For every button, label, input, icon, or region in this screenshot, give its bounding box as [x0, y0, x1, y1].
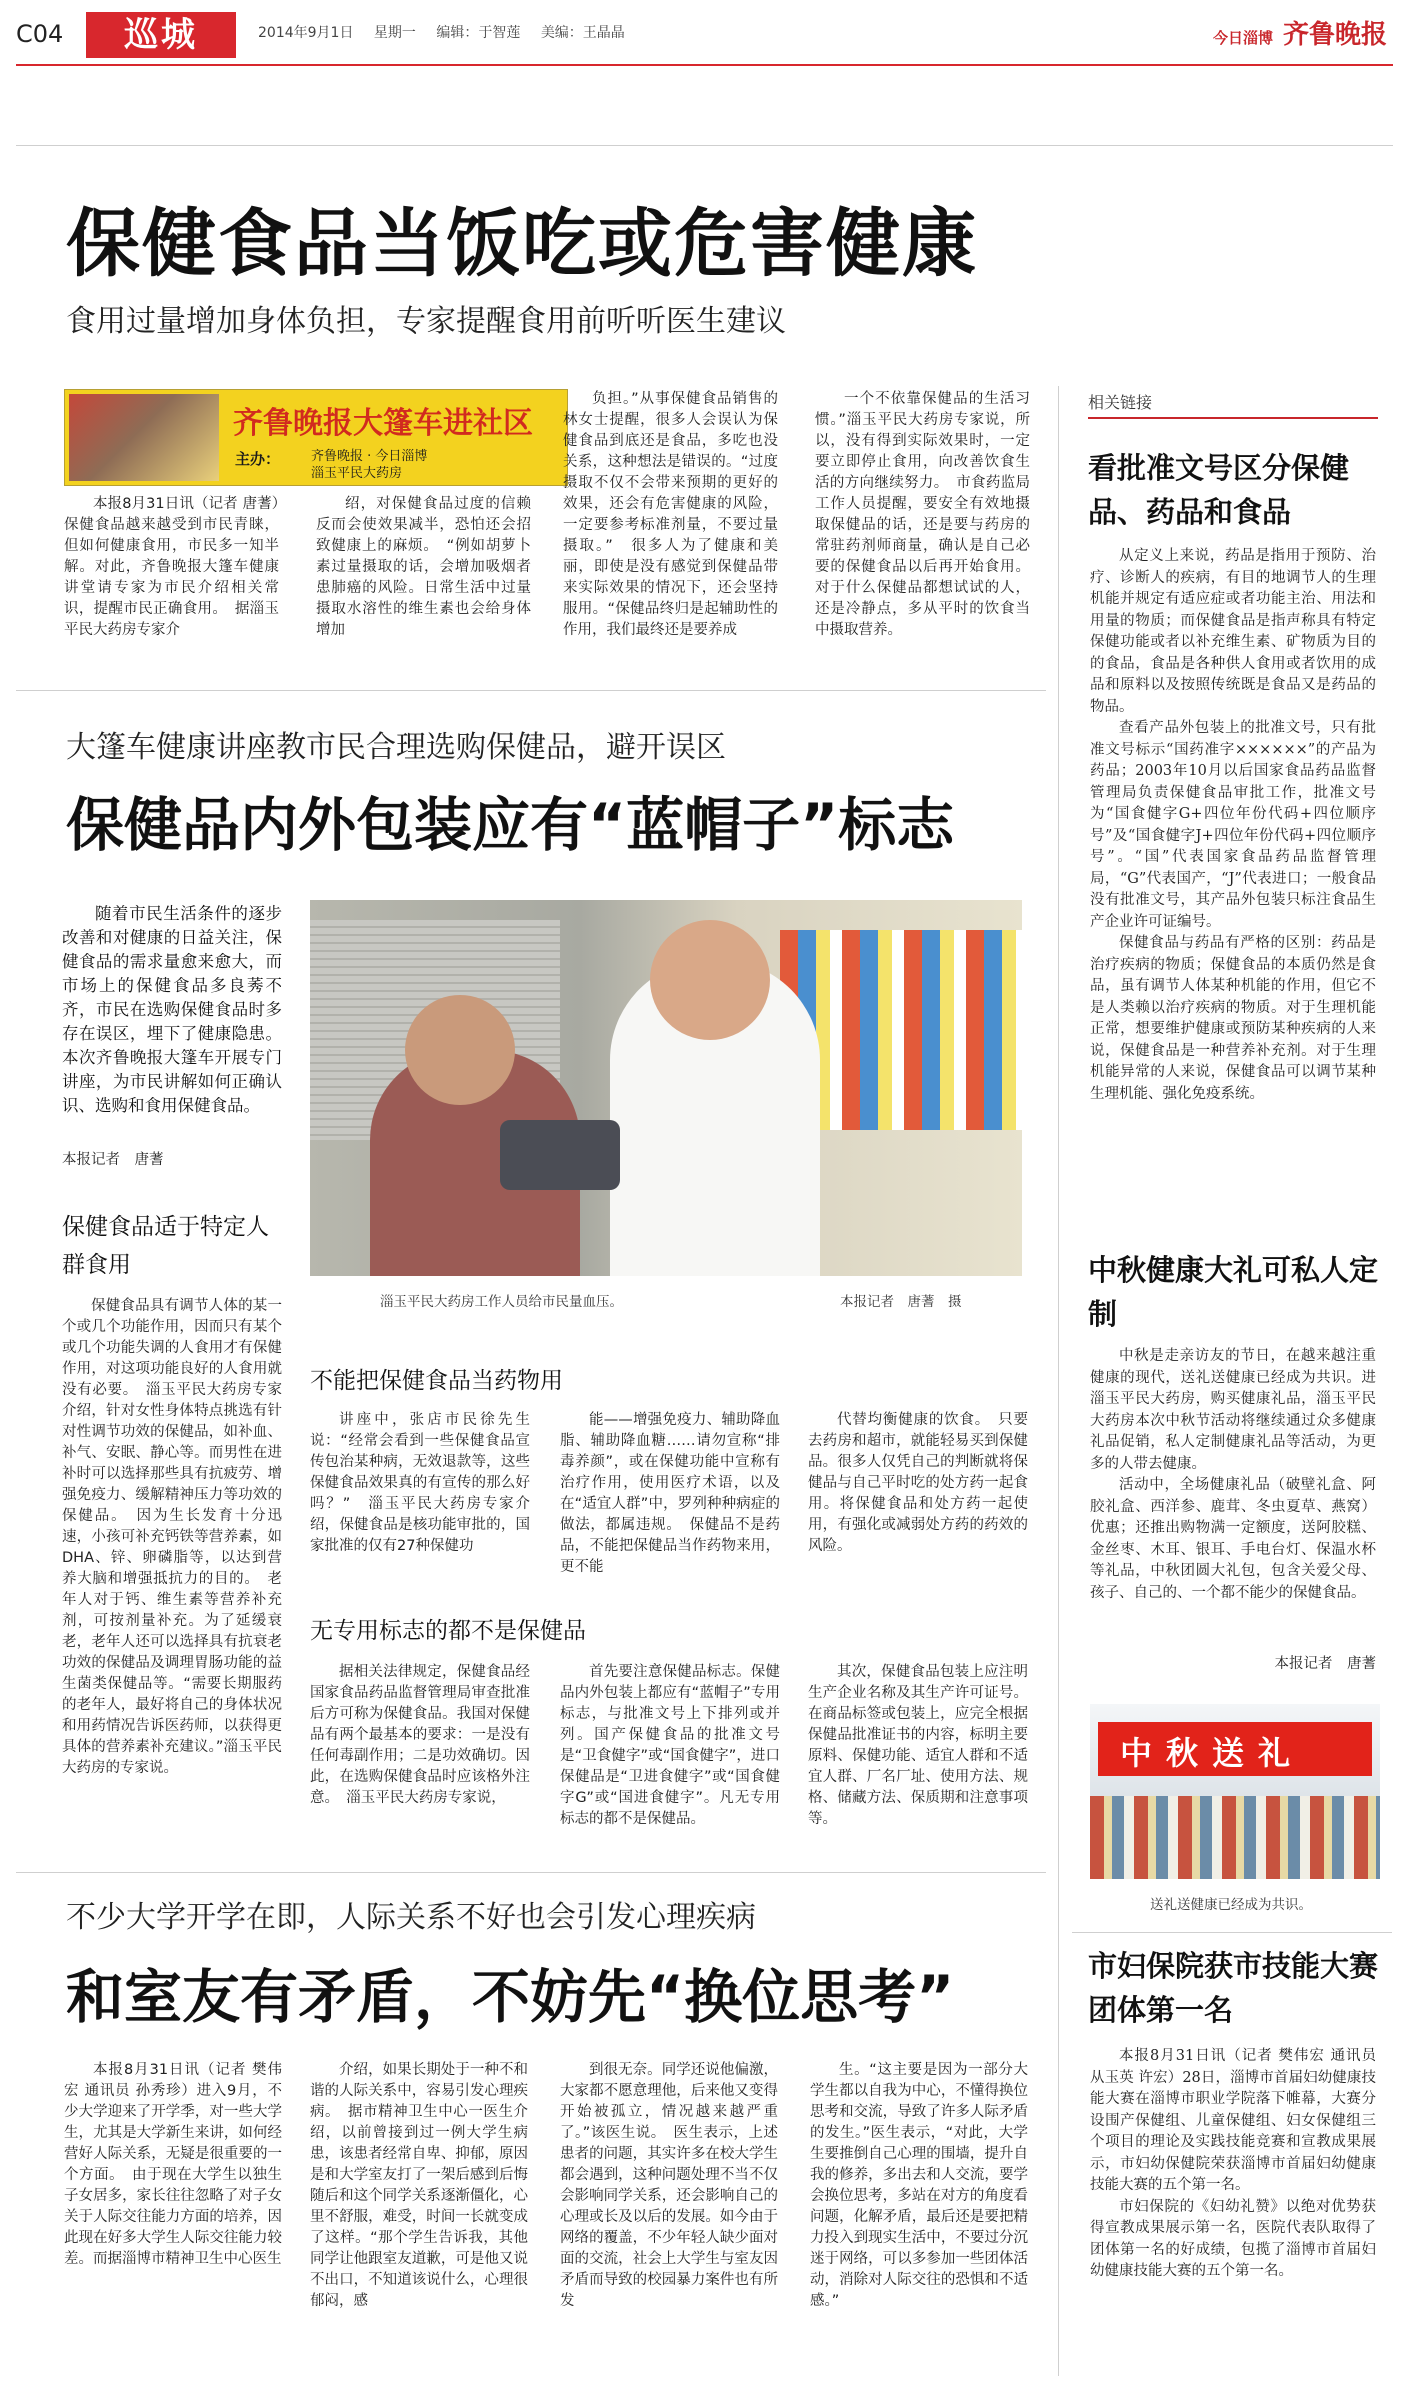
banner-organizers [311, 448, 427, 482]
headline-2: 保健品内外包装应有“蓝帽子”标志 [66, 791, 955, 859]
subheadline-1: 食用过量增加身体负担，专家提醒食用前听听医生建议 [66, 304, 786, 339]
article2-sub3-col-2: 首先要注意保健品标志。保健品内外包装上都应有“蓝帽子”专用标志，与批准文号上下排列或并列。国产保健食品的批准文号是“卫食健字”或“国食健字”，进口保健品是“卫进食健字”或“国食健字G”或“国进食健字”。凡无专用标志的都不是保健品。 [560, 1664, 780, 1827]
article1-column-2: 绍，对保健食品过度的信赖反而会使效果减半，恐怕还会招致健康上的麻烦。 “例如胡萝卜素过量摄取的话，会增加吸烟者患肺癌的风险。日常生活中过量摄取水溶性的维生素也会给身体增加 [316, 496, 531, 638]
sidebar-paragraph: 从定义上来说，药品是指用于预防、治疗、诊断人的疾病，有目的地调节人的生理机能并规定有适应症或者功能主治、用法和用量的物质；而保健食品是指声称具有特定保健功能或者以补充维生素、矿物质为目的的食品，食品是各种供人食用或者饮用的成品和原料以及按照传统既是食品又是药品的物品。 [1090, 548, 1376, 715]
article2-column-a: 保健食品具有调节人体的某一个或几个功能作用，因而只有某个或几个功能失调的人食用才有保健作用，对这项功能良好的人食用就没有必要。 淄玉平民大药房专家介绍，针对女性身体特点挑选有针对性调节功效的保健品，如补血、补气、安眠、静心等。而男性在进补时可以选择那些具有抗疲劳、增强免疫力、缓解精神压力等功效的保健品。 因为生长发育十分迅速，小孩可补充钙铁等营养素，如DHA、锌、卵磷脂等，以达到营养大脑和增强抵抗力的目的。 老年人对于钙、维生素等营养补充剂，可按剂量补充。为了延缓衰老，老年人还可以选择具有抗衰老功效的保健品及调理胃肠功能的益生菌类保健品等。“需要长期服药的老年人，最好将自己的身体状况和用药情况告诉医药师，以获得更具体的营养素补充建议。”淄玉平民大药房的专家说。 [62, 1298, 282, 1776]
sidebar-paragraph: 活动中，全场健康礼品（破壁礼盒、阿胶礼盒、西洋参、鹿茸、冬虫夏草、燕窝）优惠；还推出购物满一定额度，送阿胶糕、金丝枣、木耳、银耳、手电台灯、保温水杯等礼品，中秋团圆大礼包，包含关爱父母、孩子、自己的、一个都不能少的保健食品。 [1090, 1477, 1376, 1601]
headline-3: 和室友有矛盾，不妨先“换位思考” [66, 1963, 955, 2031]
article1-column-1: 本报8月31日讯（记者 唐蓍）保健食品越来越受到市民青睐，但如何健康食用，市民多一知半解。对此，齐鲁晚报大篷车健康讲堂请专家为市民介绍相关常识，提醒市民正确食用。 据淄玉平民大药房专家介 [64, 496, 279, 638]
article2-sub2-col-2: 能——增强免疫力、辅助降血脂、辅助降血糖……请勿宣称“排毒养颜”，或在保健功能中宣称有治疗作用，使用医疗术语，以及在“适宜人群”中，罗列种种病症的做法，都属违规。 保健品不是药品，不能把保健品当作药物来用，更不能 [560, 1412, 780, 1575]
sidebar-photo-sign-text: 中秋送礼 [1120, 1734, 1305, 1772]
paper-name: 齐鲁晚报 [1282, 20, 1387, 50]
banner-org-2: 淄玉平民大药房 [311, 466, 403, 481]
sidebar-text-2 [1090, 1346, 1376, 1646]
subhead-2c: 无专用标志的都不是保健品 [310, 1618, 586, 1644]
article2-photo-caption: 淄玉平民大药房工作人员给市民量血压。 [380, 1294, 623, 1310]
subhead-2a: 保健食品适于特定人群食用 [62, 1214, 269, 1278]
article2-sub3-col-1: 据相关法律规定，保健食品经国家食品药品监督管理局审查批准后方可称为保健食品。我国对保健品有两个最基本的要求：一是没有任何毒副作用；二是功效确切。因此，在选购保健食品时应该格外注意。 淄玉平民大药房专家说， [310, 1664, 530, 1806]
banner-org-1: 齐鲁晚报 · 今日淄博 [311, 449, 428, 464]
banner-photo [69, 394, 219, 481]
editor-credit: 编辑：于智莲 [436, 25, 521, 41]
sidebar-text-1 [1090, 546, 1376, 1236]
city-edition: 今日淄博 [1212, 29, 1273, 47]
article1-column-3: 负担。”从事保健食品销售的林女士提醒，很多人会误认为保健食品到底还是食品，多吃也没关系，这种想法是错误的。“过度摄取不仅不会带来预期的更好的效果，还会有危害健康的风险，一定要参考标准剂量，不要过量摄取。” 很多人为了健康和美丽，即使是没有感觉到保健品带来实际效果的情况下，还会坚持服用。“保健品终归是起辅助性的作用，我们最终还是要养成 [563, 391, 778, 638]
article3-column-4: 生。“这主要是因为一部分大学生都以自我为中心，不懂得换位思考和交流，导致了许多人际矛盾的发生。”医生表示，“对此，大学生要推倒自己心理的围墙，提升自我的修养，多出去和人交流，要学会换位思考，多站在对方的角度看问题，化解矛盾，最后还是要把精力投入到现实生活中，不要过分沉迷于网络，可以多参加一些团体活动，消除对人际交往的恐惧和不适感。” [810, 2062, 1028, 2309]
divider [16, 690, 1046, 691]
kicker-2: 大篷车健康讲座教市民合理选购保健品，避开误区 [66, 730, 726, 765]
subhead-2b: 不能把保健食品当药物用 [310, 1368, 563, 1394]
sidebar-byline: 本报记者 唐蓍 [1274, 1656, 1376, 1672]
article2-lead: 随着市民生活条件的逐步改善和对健康的日益关注，保健食品的需求量愈来愈大，而市场上的保健食品多良莠不齐，市民在选购保健食品时多存在误区，埋下了健康隐患。本次齐鲁晚报大篷车开展专门讲座，为市民讲解如何正确认识、选购和食用保健食品。 [62, 904, 282, 1115]
section-logo: 巡城 [86, 12, 236, 58]
article3-column-2: 介绍，如果长期处于一种不和谐的人际关系中，容易引发心理疾病。 据市精神卫生中心一医生介绍，以前曾接到过一例大学生病患，该患者经常自卑、抑郁，原因是和大学室友打了一架后感到后悔随后和这个同学关系逐渐僵化，心里不舒服，难受，时间一长就变成了这样。“那个学生告诉我，其他同学让他跟室友道歉，可是他又说不出口，不知道该说什么，心理很郁闷，感 [310, 2062, 528, 2309]
sidebar-heading-1: 看批准文号区分保健品、药品和食品 [1088, 451, 1350, 529]
related-links-tag: 相关链接 [1088, 390, 1378, 419]
banner-host-label: 主办： [235, 450, 281, 468]
event-banner [64, 389, 568, 486]
sidebar-text-3 [1090, 2046, 1376, 2376]
article2-sub3-col-3: 其次，保健食品包装上应注明生产企业名称及其生产许可证号。在商品标签或包装上，应完全根据保健品批准证书的内容，标明主要原料、保健功能、适宜人群和不适宜人群、厂名厂址、使用方法、规格、储藏方法、保质期和注意事项等。 [808, 1664, 1028, 1827]
divider [16, 1872, 1046, 1873]
article2-sub2-col-1: 讲座中，张店市民徐先生说：“经常会看到一些保健食品宣传包治某种病，无效退款等，这些保健食品效果真的有宣传的那么好吗？” 淄玉平民大药房专家介绍，保健食品是核功能审批的，国家批准的仅有27种保健功 [310, 1412, 530, 1554]
article2-byline: 本报记者 唐蓍 [62, 1152, 164, 1168]
divider [1072, 1932, 1392, 1933]
paper-masthead [1213, 14, 1387, 51]
sidebar-paragraph: 本报8月31日讯（记者 樊伟宏 通讯员 从玉英 许宏）28日，淄博市首届妇幼健康技能大赛在淄博市职业学院落下帷幕，大赛分设围产保健组、儿童保健组、妇女保健组三个项目的理论及实践技能竞赛和宣教成果展示，市妇幼保健院荣获淄博市首届妇幼健康技能大赛的五个第一名。 [1090, 2048, 1376, 2193]
page-number: C04 [16, 20, 64, 48]
sidebar-photo-caption: 送礼送健康已经成为共识。 [1150, 1897, 1312, 1913]
headline-1: 保健食品当饭吃或危害健康 [66, 201, 978, 287]
sidebar-paragraph: 中秋是走亲访友的节日，在越来越注重健康的现代，送礼送健康已经成为共识。进淄玉平民大药房，购买健康礼品，淄玉平民大药房本次中秋节活动将继续通过众多健康礼品促销，私人定制健康礼品等活动，为更多的人带去健康。 [1090, 1348, 1376, 1472]
sidebar-paragraph: 市妇保院的《妇幼礼赞》以绝对优势获得宣教成果展示第一名，医院代表队取得了团体第一名的好成绩，包揽了淄博市首届妇幼健康技能大赛的五个第一名。 [1090, 2198, 1376, 2279]
issue-weekday: 星期一 [373, 25, 416, 41]
article1-column-4: 一个不依靠保健品的生活习惯。”淄玉平民大药房专家说，所以，没有得到实际效果时，一定要立即停止食用，向改善饮食生活的方向继续努力。 市食药监局工作人员提醒，要安全有效地摄取保健品的话，还是要与药房的常驻药剂师商量，确认是自己必要的保健食品以后再开始食用。对于什么保健品都想试试的人，还是冷静点，多从平时的饮食当中摄取营养。 [815, 391, 1030, 638]
article3-column-1: 本报8月31日讯（记者 樊伟宏 通讯员 孙秀珍）进入9月，不少大学迎来了开学季，对一些大学生，尤其是大学新生来讲，如何经营好人际关系，无疑是很重要的一个方面。 由于现在大学生以独生子女居多，家长往往忽略了对子女关于人际交往能力方面的培养，因此现在好多大学生人际交往能力较差。而据淄博市精神卫生中心医生 [64, 2062, 282, 2267]
sidebar-heading-2: 中秋健康大礼可私人定制 [1088, 1253, 1379, 1331]
issue-meta [258, 22, 641, 42]
sidebar-photo [1090, 1704, 1380, 1879]
kicker-3: 不少大学开学在即，人际关系不好也会引发心理疾病 [66, 1900, 756, 1935]
article2-photo-credit: 本报记者 唐蓍 摄 [840, 1294, 962, 1310]
article2-photo [310, 900, 1022, 1276]
sidebar-divider [1058, 386, 1059, 2376]
sidebar-paragraph: 保健食品与药品有严格的区别：药品是治疗疾病的物质；保健食品的本质仍然是食品，虽有调节人体某种机能的作用，但它不是人类赖以治疗疾病的物质。对于生理机能正常，想要维护健康或预防某种疾病的人来说，保健食品是一种营养补充剂。对于生理机能异常的人来说，保健食品可以调节某种生理机能、强化免疫系统。 [1090, 935, 1376, 1102]
header-rule [16, 64, 1393, 66]
issue-date: 2014年9月1日 [258, 25, 354, 41]
article2-sub2-col-3: 代替均衡健康的饮食。 只要去药房和超市，就能轻易买到保健品。很多人仅凭自己的判断就将保健品与自己平时吃的处方药一起食用。将保健食品和处方药一起使用，有强化或减弱处方药的药效的风险。 [808, 1412, 1028, 1554]
sidebar-heading-3: 市妇保院获市技能大赛团体第一名 [1088, 1949, 1379, 2027]
sidebar-paragraph: 查看产品外包装上的批准文号，只有批准文号标示“国药准字××××××”的产品为药品；2003年10月以后国家食品药品监督管理局负责保健食品审批工作，批准文号为“国食健字G+四位年份代码+四位顺序号”及“国食健字J+四位年份代码+四位顺序号”。“国”代表国家食品药品监督管理局，“G”代表国产，“J”代表进口；一般食品没有批准文号，其产品外包装只标注食品生产企业许可证编号。 [1090, 720, 1376, 930]
designer-credit: 美编：王晶晶 [540, 25, 625, 41]
article3-column-3: 到很无奈。同学还说他偏激，大家都不愿意理他，后来他又变得开始被孤立，情况越来越严重了。”该医生说。 医生表示，上述患者的问题，其实许多在校大学生都会遇到，这种问题处理不当不仅会影响同学关系，还会影响自己的心理或长及以后的发展。如今由于网络的覆盖，不少年轻人缺少面对面的交流，社会上大学生与室友因矛盾而导致的校园暴力案件也有所发 [560, 2062, 778, 2309]
banner-title: 齐鲁晚报大篷车进社区 [233, 406, 533, 441]
divider [16, 145, 1393, 146]
